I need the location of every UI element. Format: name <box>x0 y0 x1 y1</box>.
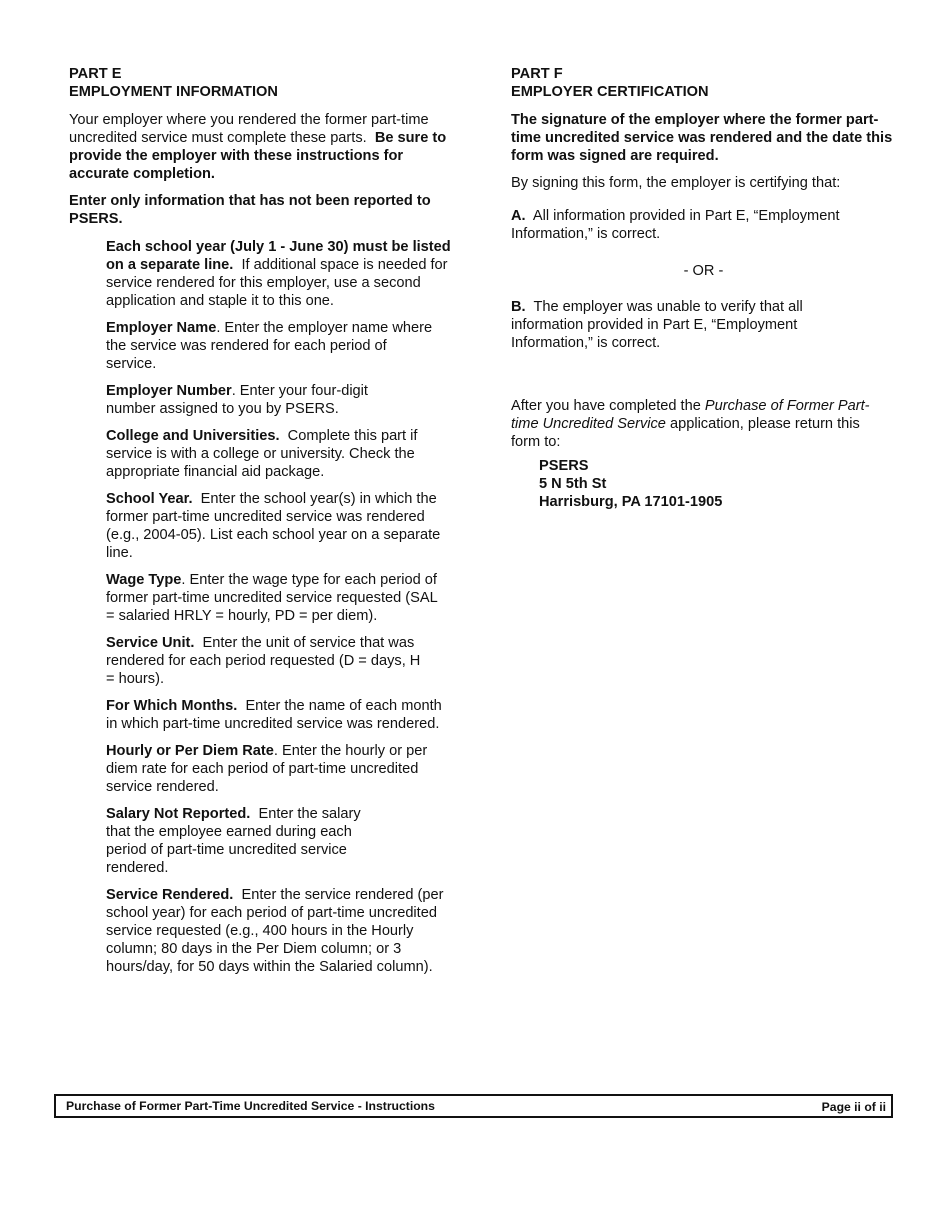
item-text: Enter the school year(s) in which the former part-time uncredited service was rendered (e.g., 2004-05). List each school year on a separate line. <box>106 491 441 561</box>
option-a <box>511 207 871 243</box>
instruction-item <box>106 571 446 625</box>
instruction-item <box>106 238 464 310</box>
signature-note <box>511 111 896 165</box>
enter-only-text: Enter only information that has not been reported to PSERS. <box>69 193 431 227</box>
part-f-label: PART F <box>511 66 563 82</box>
option-b-label: B. <box>511 299 526 315</box>
item-label: For Which Months. <box>106 698 238 714</box>
item-label: Service Rendered. <box>106 887 234 903</box>
item-label: Each school year (July 1 - June 30) must be listed on a separate line. <box>106 239 451 273</box>
item-text: Enter the service rendered (per school year) for each period of part-time uncredited service requested (e.g., 400 hours in the Hourly column; 80 days in the Per Diem column; or 3 hours/day, for 50 days within the Salaried column). <box>106 887 444 975</box>
item-label: School Year. <box>106 491 193 507</box>
certifying-text: By signing this form, the employer is certifying that: <box>511 175 841 191</box>
option-a-label: A. <box>511 208 526 224</box>
instruction-item <box>106 886 446 976</box>
part-e-section <box>69 65 464 985</box>
option-a-text: All information provided in Part E, “Employment Information,” is correct. <box>511 208 840 242</box>
mailing-address <box>539 457 896 511</box>
page-number: Page ii of ii <box>821 1100 886 1114</box>
instruction-item <box>106 742 456 796</box>
instruction-item <box>106 697 446 733</box>
part-f-section <box>511 65 896 511</box>
item-label: Wage Type <box>106 572 182 588</box>
part-f-heading <box>511 65 896 101</box>
return-instructions <box>511 397 871 451</box>
item-text: . Enter the employer name where the service was rendered for each period of service. <box>106 320 433 372</box>
item-text: Complete this part if service is with a college or university. Check the appropriate financial aid package. <box>106 428 418 480</box>
option-b-text: The employer was unable to verify that all information provided in Part E, “Employment Information,” is correct. <box>511 299 803 351</box>
instruction-item <box>106 319 436 373</box>
part-e-intro <box>69 111 454 183</box>
part-e-title: EMPLOYMENT INFORMATION <box>69 84 278 100</box>
or-separator: - OR - <box>683 263 724 279</box>
item-text: Enter the unit of service that was rendered for each period requested (D = days, H = hours). <box>106 635 421 687</box>
item-text: . Enter your four-digit number assigned to you by PSERS. <box>106 383 368 417</box>
return-post: application, please return this form to: <box>511 416 860 450</box>
item-text: Enter the salary that the employee earned during each period of part-time uncredited service rendered. <box>106 806 361 876</box>
address-line: Harrisburg, PA 17101-1905 <box>539 494 723 510</box>
item-text: . Enter the wage type for each period of former part-time uncredited service requested (SAL = salaried HRLY = hourly, PD = per diem). <box>106 572 438 624</box>
address-line: PSERS <box>539 458 589 474</box>
intro-bold: Be sure to provide the employer with these instructions for accurate completion. <box>69 130 447 182</box>
instruction-item <box>106 427 464 481</box>
instruction-item <box>106 490 446 562</box>
signature-note-text: The signature of the employer where the former part- time uncredited service was rendered and the date this form was signed are required. <box>511 112 893 164</box>
item-text: Enter the name of each month in which part-time uncredited service was rendered. <box>106 698 442 732</box>
item-label: College and Universities. <box>106 428 280 444</box>
part-e-label: PART E <box>69 66 122 82</box>
item-label: Employer Name <box>106 320 217 336</box>
item-label: Service Unit. <box>106 635 195 651</box>
page-footer <box>54 1094 893 1118</box>
footer-title: Purchase of Former Part-Time Uncredited Service - Instructions <box>66 1099 435 1113</box>
return-pre: After you have completed the <box>511 398 705 414</box>
instruction-item <box>106 634 426 688</box>
address-line: 5 N 5th St <box>539 476 607 492</box>
instruction-item <box>106 382 396 418</box>
item-text: . Enter the hourly or per diem rate for each period of part-time uncredited service rendered. <box>106 743 428 795</box>
return-italic: Purchase of Former Part-time Uncredited Service <box>511 398 870 432</box>
item-label: Salary Not Reported. <box>106 806 251 822</box>
item-label: Employer Number <box>106 383 232 399</box>
instruction-item <box>106 805 381 877</box>
intro-text: Your employer where you rendered the former part-time uncredited service must complete these parts. <box>69 112 429 146</box>
item-label: Hourly or Per Diem Rate <box>106 743 274 759</box>
option-b <box>511 298 811 352</box>
part-e-heading <box>69 65 464 101</box>
part-f-title: EMPLOYER CERTIFICATION <box>511 84 709 100</box>
enter-only-note <box>69 192 464 228</box>
item-text: If additional space is needed for service rendered for this employer, use a second application and staple it to this one. <box>106 257 448 309</box>
